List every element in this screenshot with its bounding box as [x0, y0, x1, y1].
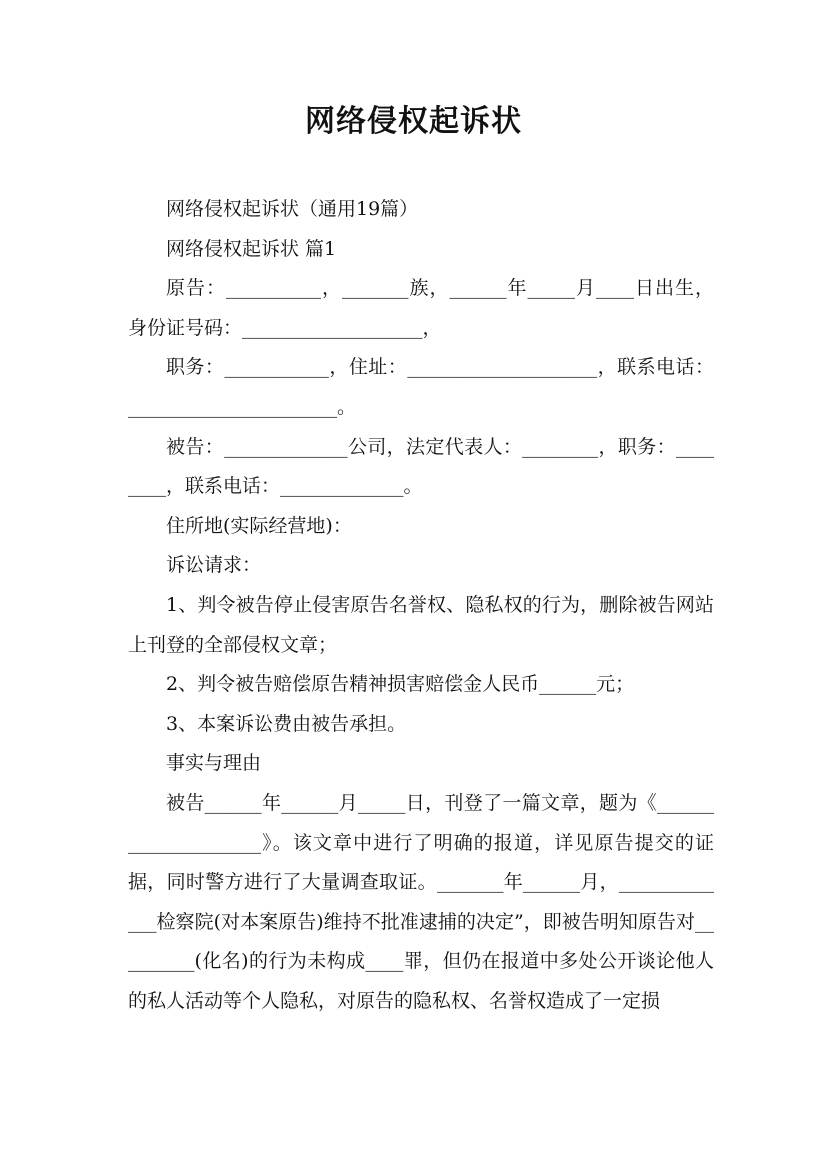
address-paragraph: 住所地(实际经营地)：	[166, 514, 352, 537]
plaintiff-job-paragraph: 职务：___________，住址：____________________，联系电话：______________________。	[128, 356, 714, 418]
defendant-paragraph: 被告：_____________公司，法定代表人：________，职务：________，联系电话：_____________。	[128, 435, 714, 498]
document-body	[128, 190, 714, 1021]
subtitle-paragraph: 网络侵权起诉状（通用19篇）	[166, 198, 419, 220]
section-heading: 网络侵权起诉状 篇1	[166, 237, 337, 260]
facts-heading: 事实与理由	[166, 752, 262, 775]
claim-item-2: 2、判令被告赔偿原告精神损害赔偿金人民币______元；	[166, 673, 635, 696]
claim-item-3: 3、本案诉讼费由被告承担。	[166, 712, 407, 735]
claim-item-1: 1、判令被告停止侵害原告名誉权、隐私权的行为，删除被告网站上刊登的全部侵权文章；	[128, 593, 714, 656]
facts-paragraph: 被告______年______月_____日，刊登了一篇文章，题为《____________________》。该文章中进行了明确的报道，详见原告提交的证据，同时警方进行了大量调查取证。_______年______月，_____________检察院(对本案原告)维持不批准逮捕的决定”，即被告明知原告对_________(化名)的行为未构成____罪，但仍在报道中多处公开谈论他人的私人活动等个人隐私，对原告的隐私权、名誉权造成了一定损	[128, 791, 714, 1012]
claims-heading: 诉讼请求：	[166, 554, 262, 577]
plaintiff-paragraph: 原告：__________，_______族，______年_____月____日出生，身份证号码：___________________，	[128, 277, 714, 339]
document-title: 网络侵权起诉状	[305, 104, 522, 139]
